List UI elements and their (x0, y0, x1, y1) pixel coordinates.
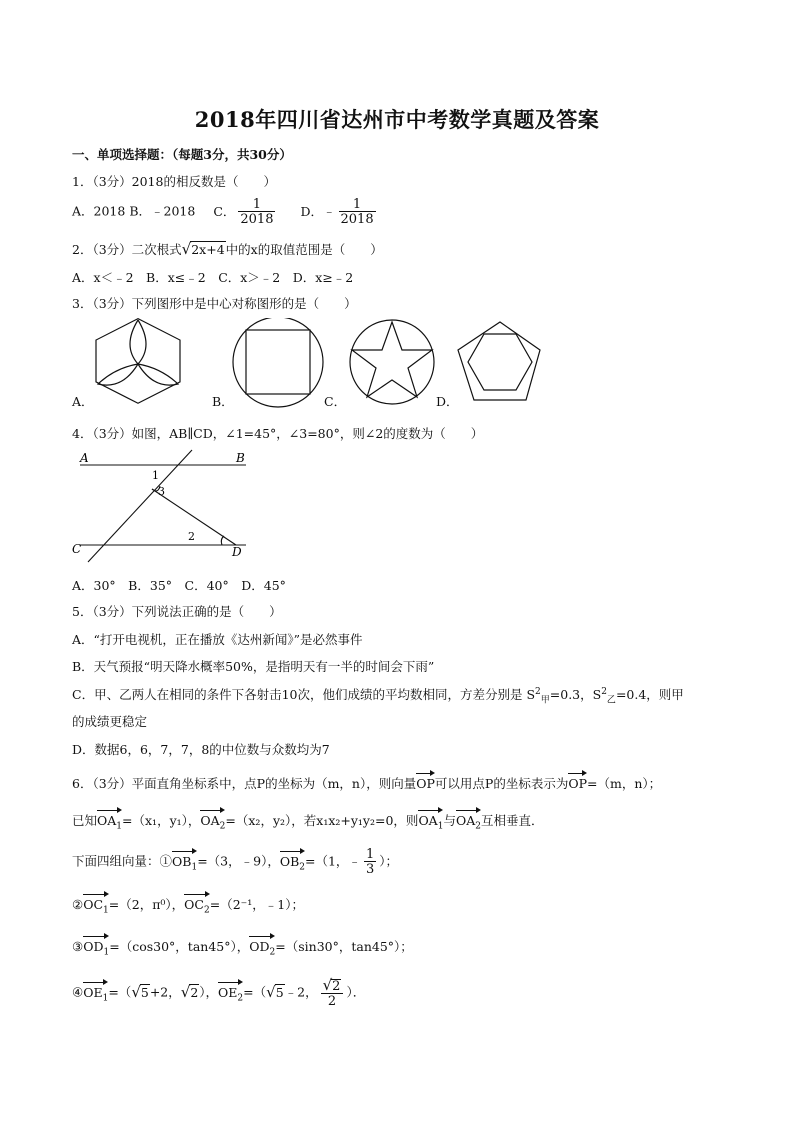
q5-option-c (72, 685, 684, 706)
sqrt-icon: √ (181, 240, 192, 258)
q6-l6-e: =（ (243, 984, 267, 1000)
vector-oe1: $OE_1$ (83, 981, 108, 1004)
vector-oa1: $OA_1$ (97, 809, 122, 832)
q6-l6-f: ﹣2， (284, 984, 318, 1000)
q3-label-c: C． (324, 394, 347, 409)
q6-l4-b: =（2，π⁰）， (108, 897, 185, 912)
q5-option-c-cont: 的成绩更稳定 (72, 714, 148, 729)
q6-l3-c: =（1，﹣ (305, 853, 361, 869)
label-d: D (232, 545, 242, 559)
q2-radicand: 2x+4 (191, 242, 225, 257)
q2-stem-post: 中的x的取值范围是（ ） (225, 242, 383, 257)
q1-option-b: B．﹣2018 (129, 203, 196, 219)
q6-l6-b: =（ (108, 984, 132, 1000)
q6-line4 (72, 893, 304, 916)
q6-line1 (72, 772, 661, 792)
vector-oa1: $OA_1$ (418, 809, 443, 832)
fraction-one-third (364, 848, 376, 876)
q3-stem: 3．（3分）下列图形中是中心对称图形的是（ ） (72, 296, 357, 311)
q3-label-b: B． (212, 394, 234, 409)
superscript: 2 (601, 686, 607, 697)
subscript: 乙 (606, 695, 616, 706)
q6-l1-a: 6．（3分）平面直角坐标系中，点P的坐标为（m，n），则向量 (72, 776, 417, 791)
q3-label-a: A． (72, 394, 94, 409)
vector-op: OP (416, 772, 435, 791)
q1-neg-sign: ﹣ (323, 203, 336, 219)
q4-options: A．30° B．35° C．40° D．45° (72, 578, 286, 593)
subscript: 甲 (540, 695, 550, 706)
q5-option-a: A．“打开电视机，正在播放《达州新闻》”是必然事件 (72, 632, 363, 647)
frac-numerator: 1 (238, 198, 275, 212)
q3-figures (60, 318, 560, 410)
q6-l3-a: 下面四组向量：① (72, 853, 173, 869)
q6-line6 (72, 978, 365, 1008)
frac-denominator: 2018 (340, 212, 374, 227)
label-a: A (80, 451, 89, 465)
q1-option-c: C． (213, 203, 236, 219)
frac-numerator (321, 978, 344, 994)
radicand-5: 5 (275, 984, 284, 1000)
q5-c-text2: =0.3，S (549, 687, 602, 702)
hexagon-figure (96, 319, 180, 404)
vector-od1: $OD_1$ (83, 935, 109, 958)
q1-options (72, 198, 379, 226)
q2-stem (72, 240, 383, 258)
q4-figure (68, 448, 268, 566)
q5-option-b: B．天气预报“明天降水概率50%，是指明天有一半的时间会下雨” (72, 659, 435, 674)
q5-option-d: D．数据6，6，7，7，8的中位数与众数均为7 (72, 742, 330, 757)
label-b: B (236, 451, 245, 465)
frac-denominator: 2 (327, 994, 337, 1009)
q6-l2-d: 与 (443, 813, 456, 828)
section-heading: 一、单项选择题：（每题3分，共30分） (72, 147, 292, 162)
superscript: 2 (535, 686, 541, 697)
fraction-sqrt2-over-2 (321, 978, 344, 1008)
q6-l4-a: ② (72, 897, 84, 912)
pentagon-hexagon-figure (458, 322, 540, 400)
sqrt-icon: √ (322, 976, 333, 994)
q5-c-text3: =0.4，则甲 (615, 687, 684, 702)
sqrt-icon: √ (266, 982, 276, 1001)
q6-l6-d: ）， (199, 984, 219, 1000)
vector-op: OP (568, 772, 587, 791)
circle-star-figure (350, 320, 434, 404)
q6-line3 (72, 848, 398, 876)
q5-stem: 5．（3分）下列说法正确的是（ ） (72, 604, 282, 619)
q1-stem: 1．（3分）2018的相反数是（ ） (72, 174, 276, 189)
q6-l5-a: ③ (72, 939, 84, 954)
vector-oa2: $OA_2$ (200, 809, 225, 832)
vector-ob2: $OB_2$ (280, 850, 305, 873)
vector-oe2: $OE_2$ (218, 981, 243, 1004)
q6-line2 (72, 809, 544, 832)
q6-l5-b: =（cos30°，tan45°）， (109, 939, 250, 954)
radicand-2: 2 (332, 979, 341, 994)
label-c: C (72, 542, 82, 556)
q1-option-d: D． (300, 203, 323, 219)
q1-fraction-d (339, 198, 376, 226)
q6-l1-c: =（m，n）； (587, 776, 662, 791)
vector-ob1: $OB_1$ (172, 850, 197, 873)
radicand-5: 5 (140, 984, 149, 1000)
vector-oc1: $OC_1$ (83, 893, 109, 916)
q6-l2-e: 互相垂直． (480, 813, 544, 828)
q6-l5-c: =（sin30°，tan45°）； (275, 939, 413, 954)
q6-l1-b: 可以用点P的坐标表示为 (434, 776, 569, 791)
q2-options: A．x＜﹣2 B．x≤﹣2 C．x＞﹣2 D．x≥﹣2 (72, 270, 354, 285)
q3-label-d: D． (436, 394, 459, 409)
q2-stem-pre: 2．（3分）二次根式 (72, 242, 182, 257)
q6-l3-b: =（3，﹣9）， (197, 853, 280, 869)
q4-stem: 4．（3分）如图，AB∥CD，∠1=45°，∠3=80°，则∠2的度数为（ ） (72, 426, 484, 441)
q6-line5 (72, 935, 413, 958)
sqrt-icon: √ (131, 982, 141, 1001)
q6-l6-g: ）． (346, 984, 366, 1000)
frac-denominator: 3 (365, 862, 375, 877)
frac-numerator: 1 (339, 198, 376, 212)
q6-l6-c: +2， (149, 984, 181, 1000)
page-title: 2018年四川省达州市中考数学真题及答案 (194, 107, 600, 132)
q6-l2-a: 已知 (72, 813, 98, 828)
angle-2-label: 2 (188, 530, 195, 543)
q5-c-text1: C．甲、乙两人在相同的条件下各射击10次，他们成绩的平均数相同，方差分别是 S (72, 687, 536, 702)
circle-square-figure (233, 318, 323, 407)
q1-option-a: A．2018 (72, 203, 126, 219)
frac-numerator: 1 (365, 847, 375, 862)
vector-od2: $OD_2$ (249, 935, 275, 958)
angle-3-label: 3 (158, 485, 165, 498)
q6-l6-a: ④ (72, 984, 84, 1000)
q1-fraction-c (238, 198, 275, 226)
q6-l2-c: =（x₂，y₂），若x₁x₂+y₁y₂=0，则 (225, 813, 419, 828)
angle-1-label: 1 (152, 469, 159, 482)
radicand-2: 2 (190, 984, 199, 1000)
frac-denominator: 2018 (240, 212, 274, 227)
q6-l4-c: =（2⁻¹，﹣1）； (209, 897, 304, 912)
vector-oa2: $OA_2$ (456, 809, 481, 832)
q6-l3-d: ）； (379, 853, 398, 869)
q6-l2-b: =（x₁，y₁）， (122, 813, 201, 828)
vector-oc2: $OC_2$ (184, 893, 210, 916)
sqrt-icon: √ (180, 982, 191, 1001)
